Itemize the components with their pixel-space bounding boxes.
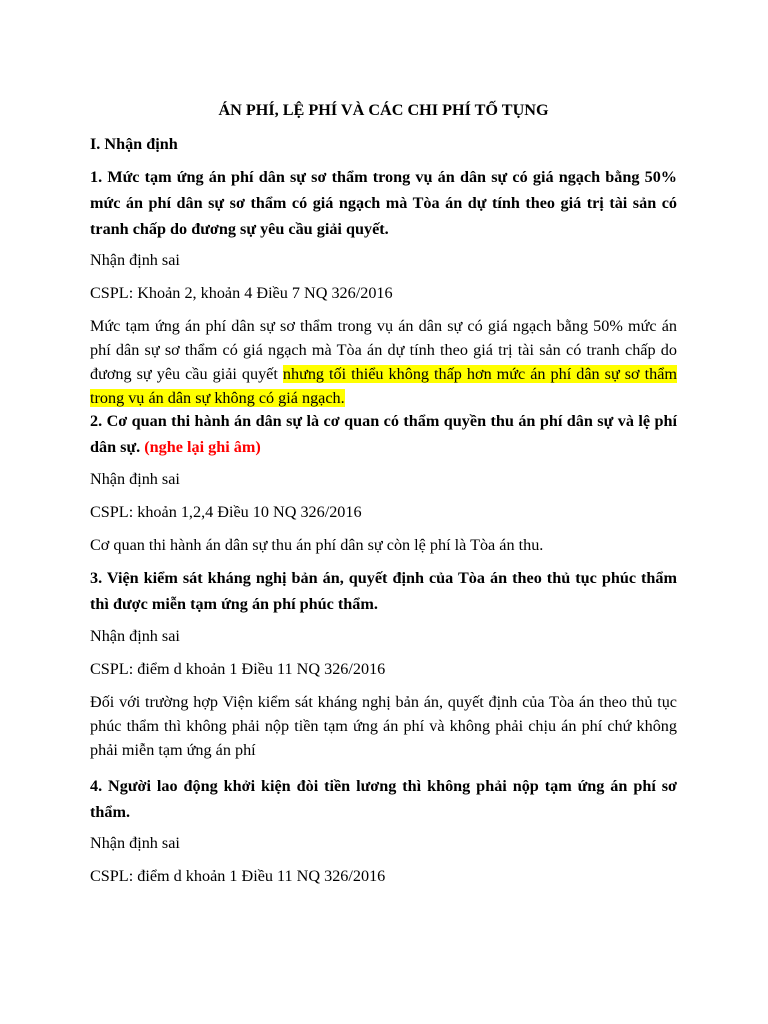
statement-2-text: 2. Cơ quan thi hành án dân sự là cơ quan có thẩm quyền thu án phí dân sự và lệ phí dân sự.: [90, 412, 677, 456]
verdict-3: Nhận định sai: [90, 627, 180, 645]
explanation-1-text: Mức tạm ứng án phí dân sự sơ thẩm trong vụ án dân sự có giá ngạch bằng 50% mức án phí dân sự sơ thẩm có giá ngạch mà Tòa án dự tính theo giá trị tài sản có tranh chấp do đương sự yêu cầu giải quyết: [90, 317, 677, 383]
statement-3: 3. Viện kiểm sát kháng nghị bản án, quyết định của Tòa án theo thủ tục phúc thẩm thì được miễn tạm ứng án phí phúc thẩm.: [90, 569, 677, 613]
legal-basis-3: CSPL: điểm d khoản 1 Điều 11 NQ 326/2016: [90, 660, 386, 678]
verdict-1: Nhận định sai: [90, 251, 180, 269]
section-heading: I. Nhận định: [90, 135, 178, 153]
legal-basis-4: CSPL: điểm d khoản 1 Điều 11 NQ 326/2016: [90, 867, 386, 885]
explanation-1-highlight: nhưng tối thiểu không thấp hơn mức án phí dân sự sơ thẩm trong vụ án dân sự không có giá ngạch.: [90, 365, 677, 407]
explanation-3: Đối với trường hợp Viện kiểm sát kháng nghị bản án, quyết định của Tòa án theo thủ tục phúc thẩm thì không phải nộp tiền tạm ứng án phí và không phải chịu án phí chứ không phải miễn tạm ứng án phí: [90, 693, 677, 759]
statement-2-note: (nghe lại ghi âm): [144, 438, 261, 456]
document-title: ÁN PHÍ, LỆ PHÍ VÀ CÁC CHI PHÍ TỐ TỤNG: [218, 101, 549, 119]
explanation-1: [90, 314, 677, 410]
legal-basis-1: CSPL: Khoản 2, khoản 4 Điều 7 NQ 326/2016: [90, 284, 393, 302]
statement-1: 1. Mức tạm ứng án phí dân sự sơ thẩm trong vụ án dân sự có giá ngạch bằng 50% mức án phí dân sự sơ thẩm có giá ngạch mà Tòa án dự tính theo giá trị tài sản có tranh chấp do đương sự yêu cầu giải quyết.: [90, 168, 677, 238]
statement-4: 4. Người lao động khởi kiện đòi tiền lương thì không phải nộp tạm ứng án phí sơ thẩm.: [90, 777, 677, 821]
legal-basis-2: CSPL: khoản 1,2,4 Điều 10 NQ 326/2016: [90, 503, 362, 521]
explanation-2: Cơ quan thi hành án dân sự thu án phí dân sự còn lệ phí là Tòa án thu.: [90, 536, 544, 554]
verdict-2: Nhận định sai: [90, 470, 180, 488]
statement-2: [90, 408, 677, 460]
verdict-4: Nhận định sai: [90, 834, 180, 852]
